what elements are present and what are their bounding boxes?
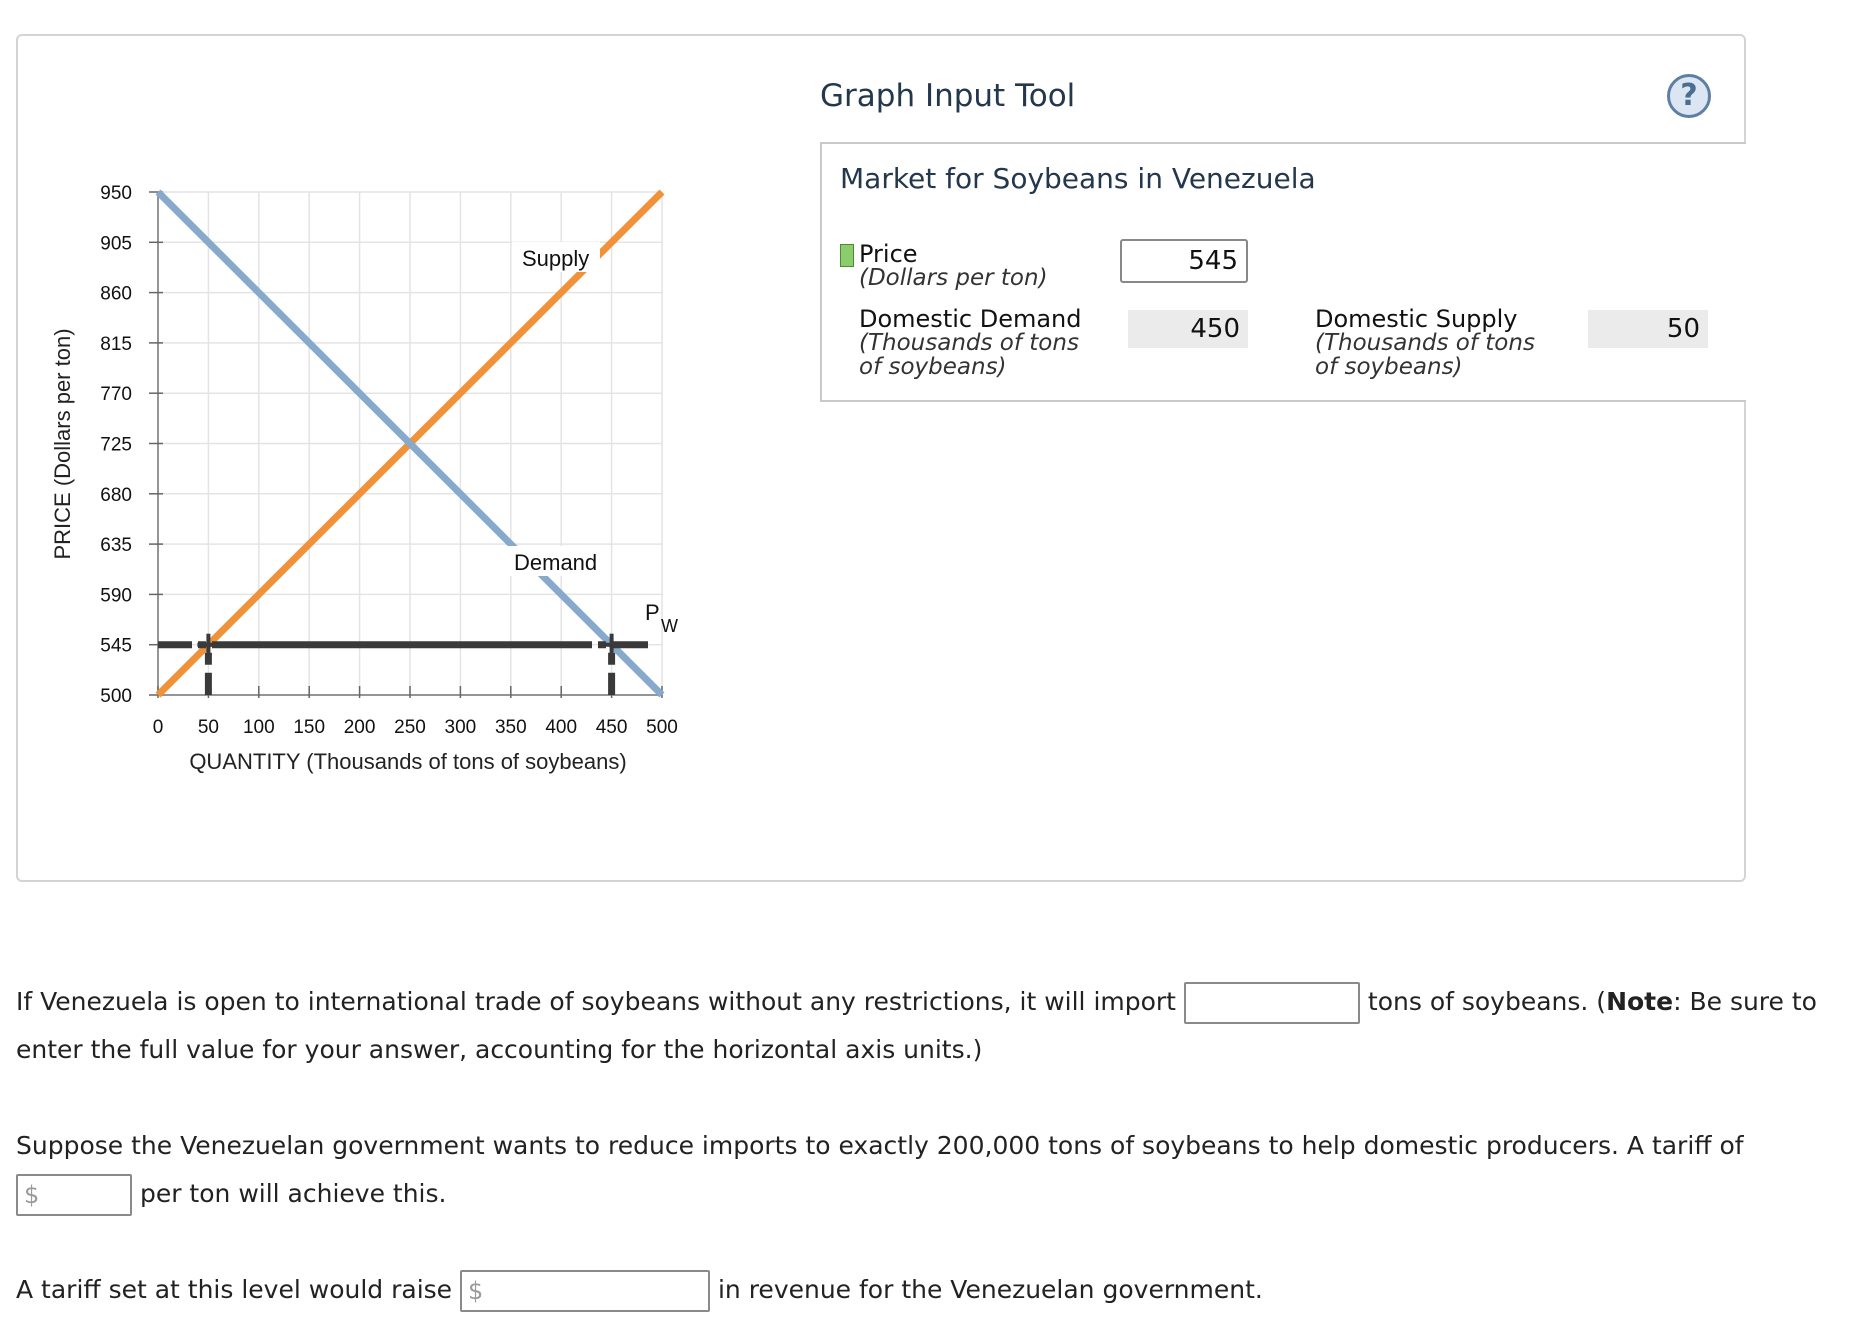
x-tick-label: 400 (545, 717, 578, 738)
x-tick-label: 0 (152, 717, 164, 738)
question-tariff-text-after: per ton will achieve this. (139, 1179, 447, 1208)
price-swatch-icon (840, 244, 854, 267)
question-tariff-text: Suppose the Venezuelan government wants to reduce imports to exactly 200,000 tons of soybeans to help domestic producers. A tariff of (16, 1131, 1744, 1160)
demand-label: Demand (514, 550, 598, 575)
price-label-group (859, 242, 1048, 290)
x-tick-label: 300 (444, 717, 477, 738)
domestic-supply-label-group (1315, 307, 1535, 379)
x-tick-label: 200 (343, 717, 376, 738)
domestic-demand-unit-2: of soybeans) (859, 354, 1007, 380)
y-tick-label: 860 (100, 283, 132, 305)
world-price-subscript: W (661, 616, 678, 636)
y-tick-label: 590 (100, 585, 132, 607)
x-tick-label: 150 (293, 717, 326, 738)
y-tick-label: 815 (100, 333, 132, 355)
domestic-demand-label: Domestic Demand (859, 305, 1082, 333)
price-unit: (Dollars per ton) (859, 265, 1048, 291)
imports-answer-input[interactable] (1184, 982, 1360, 1024)
help-icon[interactable]: ? (1667, 74, 1711, 118)
question-revenue (16, 1266, 1854, 1314)
domestic-supply-value: 50 (1588, 310, 1708, 348)
x-tick-label: 350 (494, 717, 527, 738)
domestic-supply-unit-1: (Thousands of tons (1315, 330, 1535, 356)
supply-label: Supply (522, 246, 590, 271)
market-info-box (820, 142, 1746, 402)
graph-input-tool-title: Graph Input Tool (820, 78, 1076, 114)
question-imports (16, 978, 1854, 1074)
y-tick-label: 545 (100, 635, 132, 657)
price-input[interactable]: 545 (1120, 239, 1248, 283)
revenue-answer-input[interactable] (460, 1270, 710, 1312)
price-label: Price (859, 240, 918, 268)
supply-demand-chart (0, 0, 720, 800)
world-price-label: P (645, 600, 660, 625)
x-tick-label: 500 (646, 717, 678, 738)
x-tick-label: 450 (595, 717, 628, 738)
domestic-supply-unit-2: of soybeans) (1315, 354, 1463, 380)
y-tick-label: 725 (100, 434, 132, 456)
question-imports-note-text: : Be sure to enter the full value for your answer, accounting for the horizontal axis units.) (16, 987, 1817, 1064)
question-revenue-text: A tariff set at this level would raise (16, 1275, 453, 1304)
dollar-sign-icon: $ (468, 1277, 484, 1305)
x-tick-label: 50 (197, 717, 219, 738)
market-title: Market for Soybeans in Venezuela (840, 162, 1316, 195)
y-tick-label: 680 (100, 484, 132, 506)
question-imports-text: If Venezuela is open to international trade of soybeans without any restrictions, it will import (16, 987, 1176, 1016)
question-revenue-text-after: in revenue for the Venezuelan government. (717, 1275, 1263, 1304)
question-tariff (16, 1122, 1854, 1218)
dollar-sign-icon: $ (24, 1181, 40, 1209)
y-tick-label: 770 (100, 384, 132, 406)
x-tick-label: 250 (394, 717, 426, 738)
tariff-answer-input[interactable] (16, 1174, 132, 1216)
domestic-demand-unit-1: (Thousands of tons (859, 330, 1079, 356)
y-tick-label: 500 (100, 686, 132, 707)
domestic-demand-value: 450 (1128, 310, 1248, 348)
x-axis-label: QUANTITY (Thousands of tons of soybeans) (189, 749, 627, 774)
domestic-demand-label-group (859, 307, 1082, 379)
x-tick-label: 100 (242, 717, 275, 738)
y-tick-label: 950 (100, 183, 132, 204)
question-imports-text-after: tons of soybeans. ( (1367, 987, 1607, 1016)
y-axis-label: PRICE (Dollars per ton) (50, 328, 75, 560)
domestic-supply-label: Domestic Supply (1315, 305, 1518, 333)
y-tick-label: 905 (100, 233, 132, 255)
y-tick-label: 635 (100, 535, 132, 557)
note-label: Note (1606, 987, 1674, 1016)
